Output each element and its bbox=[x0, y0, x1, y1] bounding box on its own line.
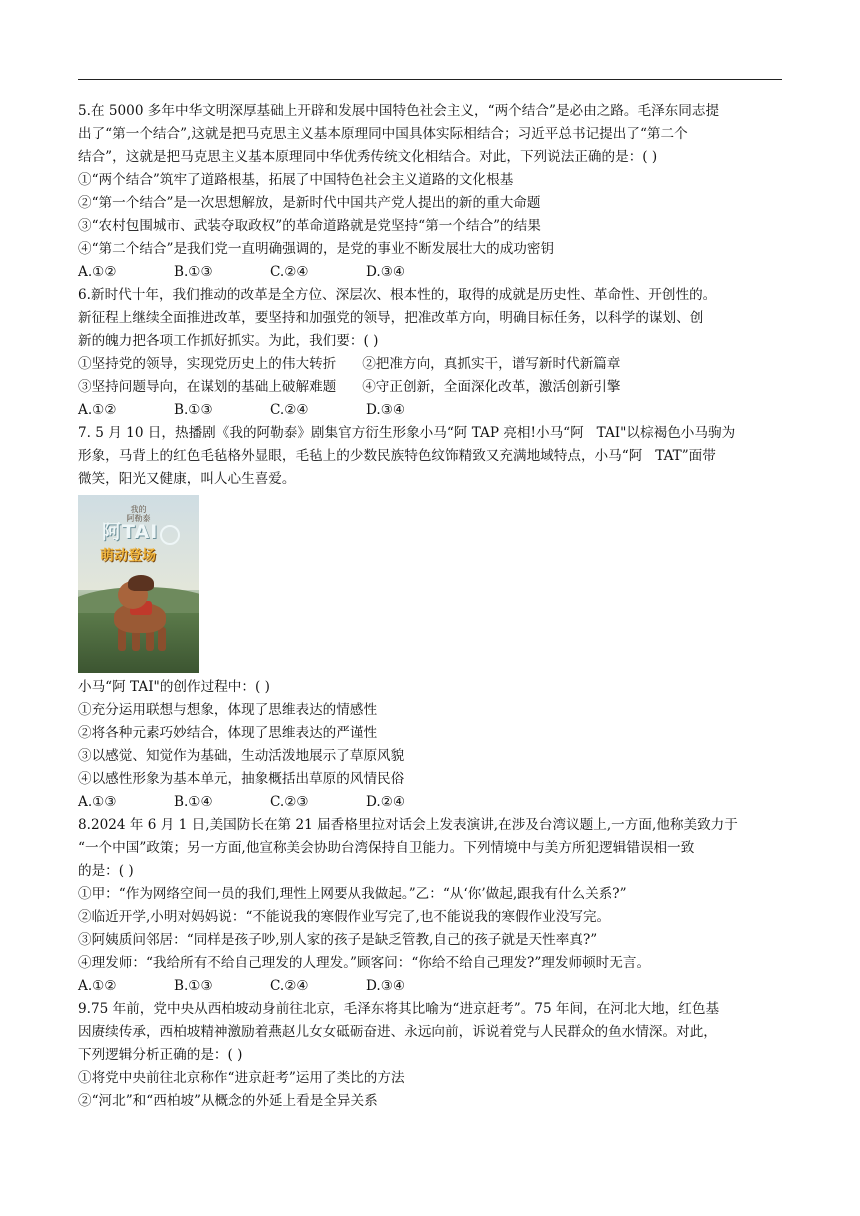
question-stem: 微笑，阳光又健康，叫人心生喜爱。 bbox=[78, 471, 296, 487]
horse-poster-image bbox=[78, 495, 199, 673]
question-stem: 6.新时代十年，我们推动的改革是全方位、深层次、根本性的，取得的成就是历史性、革命性、开创性的。 bbox=[78, 287, 717, 303]
option-c[interactable]: C.②④ bbox=[270, 402, 309, 418]
statement-item: ②将各种元素巧妙结合，体现了思维表达的严谨性 bbox=[78, 725, 378, 741]
statement-item: ③“农村包围城市、武装夺取政权”的革命道路就是党坚持“第一个结合”的结果 bbox=[78, 218, 541, 234]
option-d[interactable]: D.③④ bbox=[366, 978, 406, 994]
question-6 bbox=[78, 284, 784, 422]
question-prompt: 小马“阿 TAI"的创作过程中：( ) bbox=[78, 679, 270, 695]
statement-row: ③坚持问题导向，在谋划的基础上破解难题 ④守正创新，全面深化改革，激活创新引擎 bbox=[78, 379, 621, 395]
question-stem: 9.75 年前，党中央从西柏坡动身前往北京，毛泽东将其比喻为“进京赶考”。75 年间，在河北大地，红色基 bbox=[78, 1001, 720, 1017]
option-a[interactable]: A.①② bbox=[78, 978, 117, 994]
horse-leg bbox=[158, 627, 166, 651]
question-stem: 下列逻辑分析正确的是：( ) bbox=[78, 1047, 243, 1063]
header-rule bbox=[78, 79, 782, 80]
statement-item: ④理发师：“我给所有不给自己理发的人理发。”顾客问：“你给不给自己理发?”理发师顿时无言。 bbox=[78, 955, 651, 971]
answer-options bbox=[78, 791, 784, 814]
question-8 bbox=[78, 814, 784, 998]
option-b[interactable]: B.①③ bbox=[174, 978, 213, 994]
statement-row: ①坚持党的领导，实现党历史上的伟大转折 ②把准方向，真抓实干，谱写新时代新篇章 bbox=[78, 356, 621, 372]
horse-mane bbox=[128, 575, 154, 591]
statement-item: ④以感性形象为基本单元，抽象概括出草原的风情民俗 bbox=[78, 771, 405, 787]
question-stem: 新的魄力把各项工作抓好抓实。为此，我们要：( ) bbox=[78, 333, 379, 349]
option-a[interactable]: A.①③ bbox=[78, 794, 117, 810]
question-stem: 形象，马背上的红色毛毡格外显眼，毛毡上的少数民族特色纹饰精致又充满地域特点，小马“阿 TAT”面带 bbox=[78, 448, 716, 464]
question-stem: “一个中国”政策；另一方面,他宣称美会协助台湾保持自卫能力。下列情境中与美方所犯逻辑错误相一致 bbox=[78, 840, 695, 856]
question-stem: 的是：( ) bbox=[78, 863, 134, 879]
option-c[interactable]: C.②④ bbox=[270, 978, 309, 994]
option-c[interactable]: C.②④ bbox=[270, 264, 309, 280]
statement-item: ①将党中央前往北京称作“进京赶考”运用了类比的方法 bbox=[78, 1070, 405, 1086]
answer-options bbox=[78, 399, 784, 422]
option-b[interactable]: B.①④ bbox=[174, 794, 213, 810]
statement-item: ①充分运用联想与想象，体现了思维表达的情感性 bbox=[78, 702, 378, 718]
statement-item: ④“第二个结合”是我们党一直明确强调的，是党的事业不断发展壮大的成功密钥 bbox=[78, 241, 555, 257]
option-d[interactable]: D.③④ bbox=[366, 264, 406, 280]
statement-item: ③阿姨质问邻居：“同样是孩子吵,别人家的孩子是缺乏管教,自己的孩子就是天性率真?” bbox=[78, 932, 598, 948]
statement-item: ②临近开学,小明对妈妈说：“不能说我的寒假作业写完了,也不能说我的寒假作业没写完。 bbox=[78, 909, 611, 925]
poster-drama-title: 我的 阿勒泰 bbox=[126, 505, 151, 523]
question-stem: 出了“第一个结合”,这就是把马克思主义基本原理同中国具体实际相结合；习近平总书记提出了“第二个 bbox=[78, 126, 688, 142]
question-5 bbox=[78, 100, 784, 284]
statement-item: ①“两个结合”筑牢了道路根基，拓展了中国特色社会主义道路的文化根基 bbox=[78, 172, 514, 188]
statement-item: ①甲：“作为网络空间一员的我们,理性上网要从我做起。”乙：“从‘你’做起,跟我有什么关系?” bbox=[78, 886, 627, 902]
option-b[interactable]: B.①③ bbox=[174, 264, 213, 280]
question-7 bbox=[78, 422, 784, 814]
poster-circle-decoration bbox=[160, 525, 180, 545]
statement-item: ②“第一个结合”是一次思想解放，是新时代中国共产党人提出的新的重大命题 bbox=[78, 195, 541, 211]
question-stem: 5.在 5000 多年中华文明深厚基础上开辟和发展中国特色社会主义，“两个结合”是必由之路。毛泽东同志提 bbox=[78, 103, 720, 119]
question-stem: 因赓续传承，西柏坡精神激励着燕赵儿女女砥砺奋进、永远向前，诉说着党与人民群众的鱼水情深。对此， bbox=[78, 1024, 717, 1040]
option-a[interactable]: A.①② bbox=[78, 264, 117, 280]
option-c[interactable]: C.②③ bbox=[270, 794, 309, 810]
option-b[interactable]: B.①③ bbox=[174, 402, 213, 418]
statement-item: ②“河北”和“西柏坡”从概念的外延上看是全异关系 bbox=[78, 1093, 378, 1109]
option-d[interactable]: D.②④ bbox=[366, 794, 406, 810]
question-stem: 结合”，这就是把马克思主义基本原理同中华优秀传统文化相结合。对此，下列说法正确的是：( ) bbox=[78, 149, 658, 165]
option-a[interactable]: A.①② bbox=[78, 402, 117, 418]
answer-options bbox=[78, 975, 784, 998]
option-d[interactable]: D.③④ bbox=[366, 402, 406, 418]
statement-item: ③以感觉、知觉作为基础，生动活泼地展示了草原风貌 bbox=[78, 748, 405, 764]
question-stem: 7. 5 月 10 日，热播剧《我的阿勒泰》剧集官方衍生形象小马“阿 TAP 亮相!小马“阿 TAI"以棕褐色小马驹为 bbox=[78, 425, 736, 441]
answer-options bbox=[78, 261, 784, 284]
poster-title: 阿TAI bbox=[102, 521, 159, 543]
question-9 bbox=[78, 998, 784, 1113]
question-stem: 8.2024 年 6 月 1 日,美国防长在第 21 届香格里拉对话会上发表演讲,在涉及台湾议题上,一方面,他称美致力于 bbox=[78, 817, 738, 833]
document-body bbox=[78, 100, 784, 1113]
question-stem: 新征程上继续全面推进改革，要坚持和加强党的领导，把准改革方向，明确目标任务，以科学的谋划、创 bbox=[78, 310, 704, 326]
poster-banner: 萌动登场 bbox=[100, 548, 156, 564]
